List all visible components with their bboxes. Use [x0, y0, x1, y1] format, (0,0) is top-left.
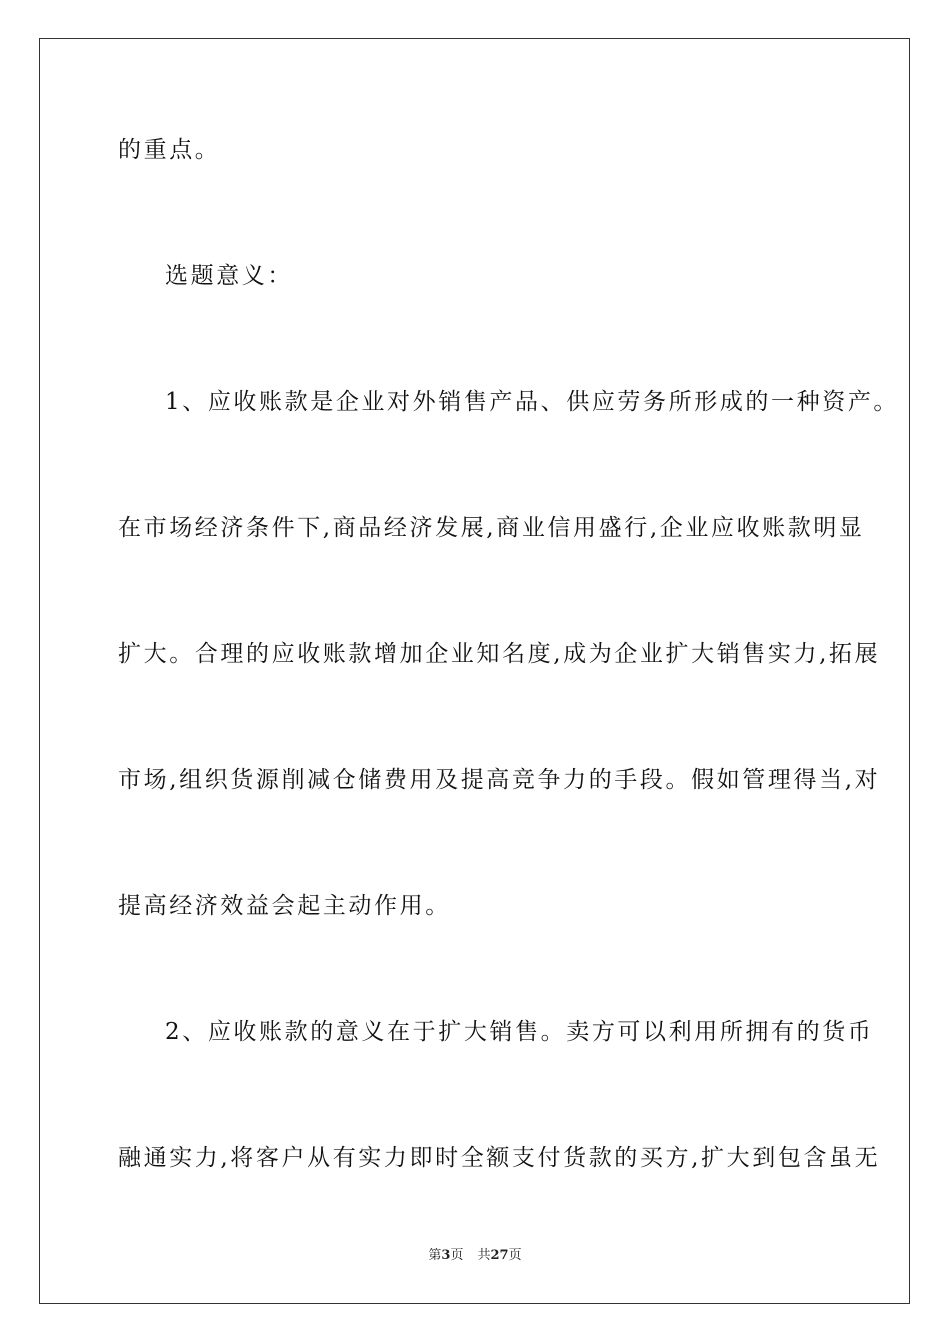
page-current: 3 — [441, 1248, 451, 1263]
text-line-7: 提高经济效益会起主动作用。 — [118, 893, 451, 919]
total-prefix: 共 — [477, 1248, 491, 1263]
page-frame — [39, 38, 910, 1304]
text-line-4: 在市场经济条件下,商品经济发展,商业信用盛行,企业应收账款明显 — [118, 515, 865, 541]
page-prefix: 第 — [428, 1248, 442, 1263]
total-suffix: 页 — [508, 1248, 522, 1263]
text-line-1: 的重点。 — [118, 137, 221, 163]
section-heading: 选题意义： — [165, 263, 293, 289]
text-line-3: 1、应收账款是企业对外销售产品、供应劳务所形成的一种资产。 — [165, 389, 900, 415]
page-footer — [0, 1248, 950, 1264]
text-line-5: 扩大。合理的应收账款增加企业知名度,成为企业扩大销售实力,拓展 — [118, 641, 881, 667]
page-total: 27 — [490, 1248, 509, 1263]
text-line-9: 融通实力,将客户从有实力即时全额支付货款的买方,扩大到包含虽无 — [118, 1145, 881, 1171]
page-suffix: 页 — [450, 1248, 464, 1263]
text-line-6: 市场,组织货源削减仓储费用及提高竞争力的手段。假如管理得当,对 — [118, 767, 881, 793]
text-line-8: 2、应收账款的意义在于扩大销售。卖方可以利用所拥有的货币 — [165, 1019, 874, 1045]
